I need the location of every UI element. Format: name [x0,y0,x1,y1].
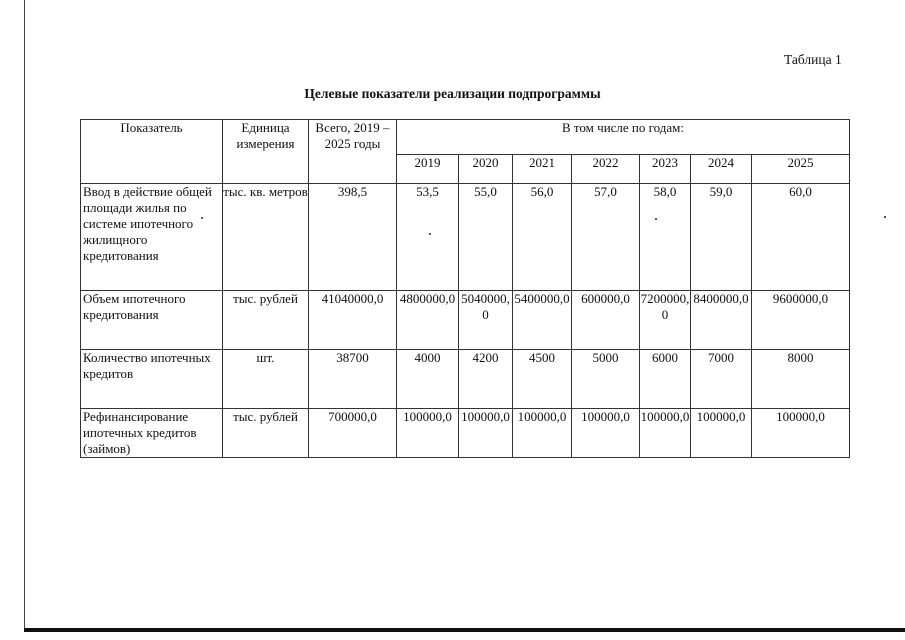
row-value: 5040000,0 [459,291,513,350]
header-year: 2025 [752,155,850,184]
row-unit: шт. [223,350,309,409]
row-value: 100000,0 [459,409,513,458]
scan-speck [884,216,886,218]
row-value: 9600000,0 [752,291,850,350]
table-row [81,184,850,291]
table-row [81,409,850,458]
row-value: 7000 [691,350,752,409]
row-value: 56,0 [513,184,572,291]
row-value: 7200000,0 [640,291,691,350]
row-value: 100000,0 [691,409,752,458]
row-value: 4500 [513,350,572,409]
row-value: 5400000,0 [513,291,572,350]
row-indicator: Рефинансирование ипотечных кредитов (займов) [81,409,223,458]
table-row [81,291,850,350]
header-year: 2023 [640,155,691,184]
row-value: 5000 [572,350,640,409]
header-year: 2019 [397,155,459,184]
page-bottom-edge [24,628,905,632]
scan-speck [655,218,657,220]
row-indicator: Объем ипотечного кредитования [81,291,223,350]
header-total: Всего, 2019 – 2025 годы [309,120,397,184]
row-value: 8000 [752,350,850,409]
row-unit: тыс. рублей [223,291,309,350]
header-unit: Единица измерения [223,120,309,184]
row-value: 100000,0 [513,409,572,458]
row-total: 41040000,0 [309,291,397,350]
row-unit: тыс. рублей [223,409,309,458]
row-value: 58,0 [640,184,691,291]
header-indicator: Показатель [81,120,223,184]
row-indicator: Ввод в действие общей площади жилья по системе ипотечного жилищного кредитования [81,184,223,291]
header-year: 2021 [513,155,572,184]
row-total: 700000,0 [309,409,397,458]
row-value: 100000,0 [640,409,691,458]
document-title: Целевые показатели реализации подпрограммы [304,86,601,101]
row-value: 60,0 [752,184,850,291]
row-total: 38700 [309,350,397,409]
header-by-years: В том числе по годам: [397,120,850,155]
row-value: 59,0 [691,184,752,291]
row-unit: тыс. кв. метров [223,184,309,291]
header-year: 2020 [459,155,513,184]
header-year: 2024 [691,155,752,184]
scan-speck [429,233,431,235]
targets-table [80,119,850,458]
row-value: 4200 [459,350,513,409]
row-value: 57,0 [572,184,640,291]
table-row [81,350,850,409]
row-value: 4000 [397,350,459,409]
row-value: 4800000,0 [397,291,459,350]
row-total: 398,5 [309,184,397,291]
row-value: 55,0 [459,184,513,291]
row-indicator: Количество ипотечных кредитов [81,350,223,409]
row-value: 600000,0 [572,291,640,350]
table-number: Таблица 1 [784,52,842,67]
row-value: 100000,0 [752,409,850,458]
scan-speck [201,217,203,219]
row-value: 100000,0 [572,409,640,458]
row-value: 53,5 [397,184,459,291]
row-value: 8400000,0 [691,291,752,350]
header-row [81,120,850,155]
row-value: 100000,0 [397,409,459,458]
row-value: 6000 [640,350,691,409]
header-year: 2022 [572,155,640,184]
